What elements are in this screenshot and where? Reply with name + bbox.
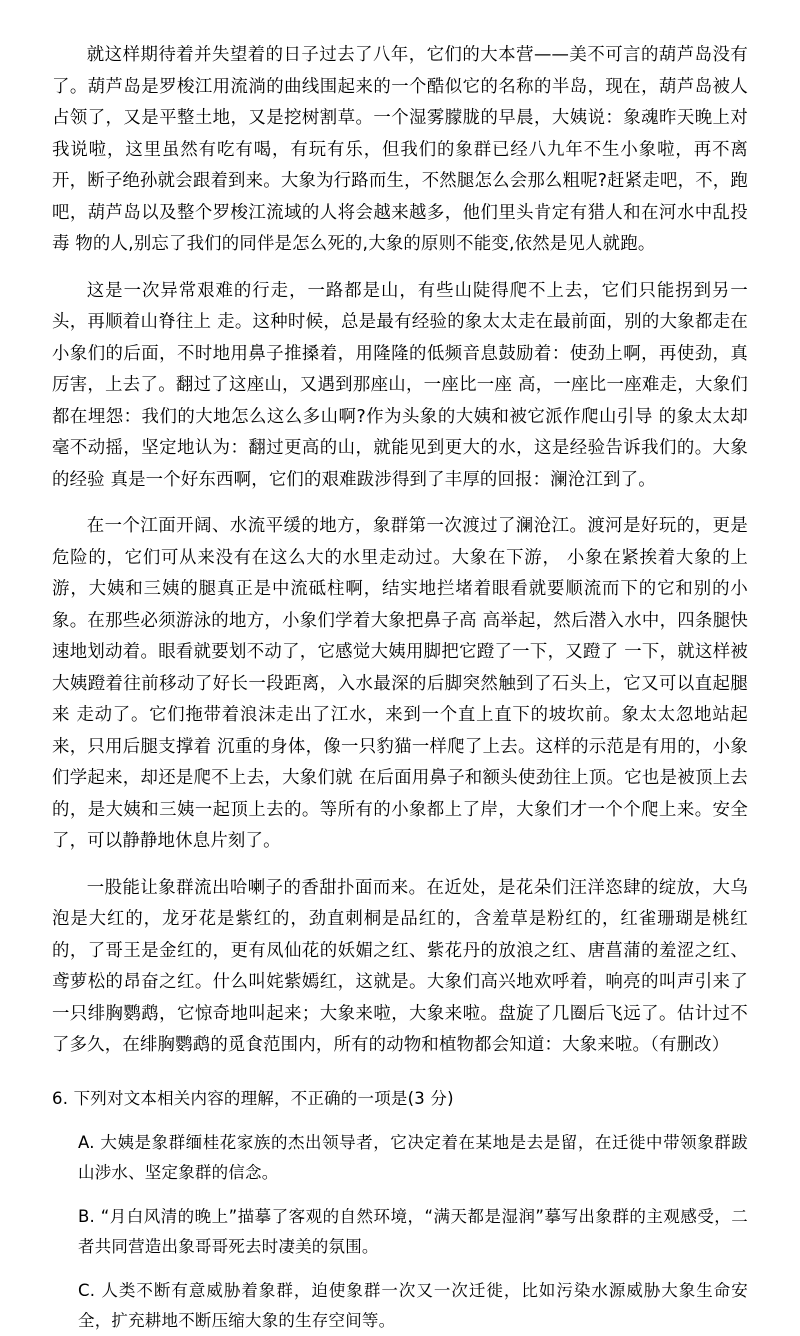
question-option-a: A. 大姨是象群缅桂花家族的杰出领导者，它决定着在某地是去是留，在迁徙中带领象群跋山涉水、坚定象群的信念。 xyxy=(78,1132,748,1182)
question-stem: 6. 下列对文本相关内容的理解，不正确的一项是(3 分) xyxy=(52,1088,454,1108)
question-option-c: C. 人类不断有意威胁着象群，迫使象群一次又一次迁徙，比如污染水源威胁大象生命安全，扩充耕地不断压缩大象的生存空间等。 xyxy=(78,1280,748,1330)
question-block xyxy=(52,1084,748,1336)
passage-paragraph: 在一个江面开阔、水流平缓的地方，象群第一次渡过了澜沧江。渡河是好玩的，更是危险的，它们可从来没有在这么大的水里走动过。大象在下游， 小象在紧挨着大象的上游，大姨和三姨的腿真正是中流砥柱啊，结实地拦堵着眼看就要顺流而下的它和别的小象。在那些必须游泳的地方，小象们学着大象把鼻子高 高举起，然后潜入水中，四条腿快速地划动着。眼看就要划不动了，它感觉大姨用脚把它蹬了一下，又蹬了 一下，就这样被大姨蹬着往前移动了好长一段距离，入水最深的后脚突然触到了石头上，它又可以直起腿来 走动了。它们拖带着浪沫走出了江水，来到一个直上直下的坡坎前。象太太忽地站起来，只用后腿支撑着 沉重的身体，像一只豹猫一样爬了上去。这样的示范是有用的，小象们学起来，却还是爬不上去，大象们就 在后面用鼻子和额头使劲往上顶。它也是被顶上去的，是大姨和三姨一起顶上去的。等所有的小象都上了岸，大象们才一个个爬上来。安全了，可以静静地休息片刻了。 xyxy=(52,516,748,851)
passage-paragraph: 就这样期待着并失望着的日子过去了八年，它们的大本营——美不可言的葫芦岛没有了。葫芦岛是罗梭江用流淌的曲线围起来的一个酷似它的名称的半岛，现在，葫芦岛被人占领了，又是平整土地，又是挖树割草。一个湿雾朦胧的早晨，大姨说：象魂昨天晚上对我说啦，这里虽然有吃有喝，有玩有乐，但我们的象群已经八九年不生小象啦，再不离开，断子绝孙就会跟着到来。大象为行路而生，不然腿怎么会那么粗呢?赶紧走吧，不，跑吧，葫芦岛以及整个罗梭江流域的人将会越来越多，他们里头肯定有猎人和在河水中乱投毒 物的人,别忘了我们的同伴是怎么死的,大象的原则不能变,依然是见人就跑。 xyxy=(52,45,748,254)
passage-paragraph: 一股能让象群流出哈喇子的香甜扑面而来。在近处，是花朵们汪洋恣肆的绽放，大乌泡是大红的，龙牙花是紫红的，劲直刺桐是品红的，含羞草是粉红的，红雀珊瑚是桃红的，了哥王是金红的，更有凤仙花的妖媚之红、紫花丹的放浪之红、唐菖蒲的羞涩之红、鸢萝松的昂奋之红。什么叫姹紫嫣红，这就是。大象们高兴地欢呼着，响亮的叫声引来了一只绯胸鹦鹉，它惊奇地叫起来；大象来啦，大象来啦。盘旋了几圈后飞远了。估计过不了多久，在绯胸鹦鹉的觅食范围内，所有的动物和植物都会知道：大象来啦。（有删改） xyxy=(52,877,748,1055)
reading-passage xyxy=(52,40,748,1062)
question-option-b: B. “月白风清的晚上”描摹了客观的自然环境，“满天都是湿润”摹写出象群的主观感受，二者共同营造出象哥哥死去时凄美的氛围。 xyxy=(78,1206,748,1256)
passage-paragraph: 这是一次异常艰难的行走，一路都是山，有些山陡得爬不上去，它们只能拐到另一头，再顺着山脊往上 走。这种时候，总是最有经验的象太太走在最前面，别的大象都走在小象们的后面，不时地用鼻子推搡着，用隆隆的低频音息鼓励着：使劲上啊，再使劲，真厉害，上去了。翻过了这座山，又遇到那座山，一座比一座 高，一座比一座难走，大象们都在埋怨：我们的大地怎么这么多山啊?作为头象的大姨和被它派作爬山引导 的象太太却毫不动摇，坚定地认为：翻过更高的山，就能见到更大的水，这是经验告诉我们的。大象的经验 真是一个好东西啊，它们的艰难跋涉得到了丰厚的回报：澜沧江到了。 xyxy=(52,280,748,490)
